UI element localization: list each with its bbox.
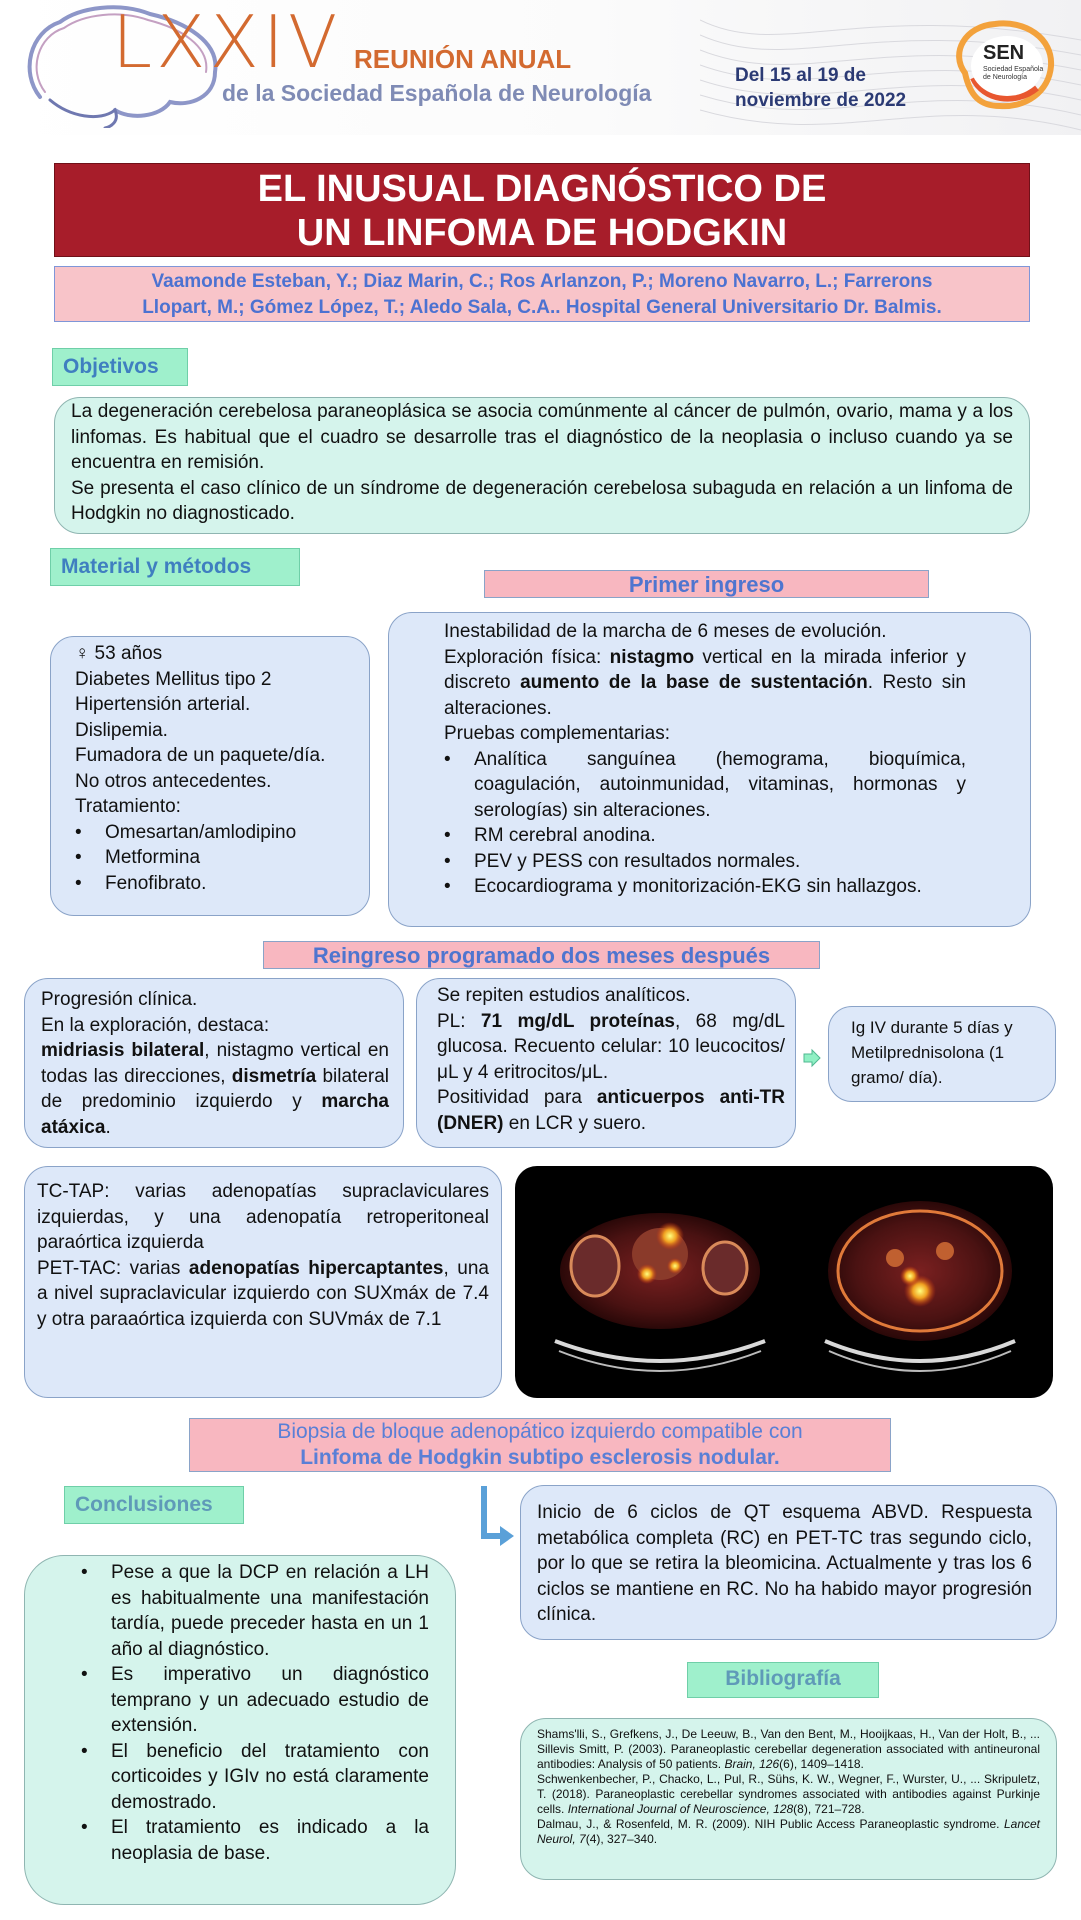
text-run-bold: aumento de la base de sustentación [520,672,868,693]
sen-logo-sub-2: de Neurología [983,74,1027,81]
medication-item: • Metformina [105,845,357,871]
title-line-1: EL INUSUAL DIAGNÓSTICO DE [257,168,827,210]
text-run: Dalmau, J., & Rosenfeld, M. R. (2009). NIH Public Access Paraneoplastic syndrome. [537,1817,1004,1831]
text-run: , 68 mg/dL glucosa. Recuento celular: 10 leucocitos/μL y 4 eritrocitos/μL. [437,1010,785,1083]
reingreso-exploracion-box [24,978,404,1148]
conclusion-item: • Pese a que la DCP en relación a LH es habitualmente una manifestación tardía, puede preceder hasta en un 1 año al diagnóstico. [111,1560,429,1662]
text-run-bold: midriasis bilateral [41,1040,205,1061]
tratamiento-box: Inicio de 6 ciclos de QT esquema ABVD. Respuesta metabólica completa (RC) en PET-TC tras segundo ciclo, por lo que se retira la bleomicina. Actualmente y tras los 6 ciclos se mantiene en RC. No ha habido mayor progresión clínica. [520,1485,1057,1640]
primer-ingreso-line-1: Inestabilidad de la marcha de 6 meses de evolución. [444,621,887,642]
biopsia-line-1: Biopsia de bloque adenopático izquierdo compatible con [277,1420,803,1443]
history-line: Tratamiento: [75,796,181,817]
conclusiones-box [24,1555,456,1905]
poster-title [54,163,1030,257]
pruebas-heading: Pruebas complementarias: [444,723,670,744]
dates-line-1: Del 15 al 19 de [735,65,866,86]
text-run-italic: Lancet Neurol, 7 [537,1817,1040,1846]
analitica-line: Se repiten estudios analíticos. [437,985,691,1006]
text-run-bold: nistagmo [609,646,695,668]
congress-name: REUNIÓN ANUAL [354,44,572,74]
biopsia-line-2: Linfoma de Hodgkin subtipo esclerosis nodular. [300,1446,780,1469]
sen-logo-text: SEN [983,42,1025,64]
pruebas-item: • PEV y PESS con resultados normales. [474,849,966,875]
objetivos-label: Objetivos [52,348,188,386]
sen-logo-sub-1: Sociedad Española [983,66,1044,73]
text-run-italic: International Journal of Neuroscience, 128 [567,1802,794,1816]
congress-dates [735,64,906,113]
reference-item [537,1727,1040,1772]
text-run: Exploración física: [444,646,610,668]
arrow-right-icon [802,1048,822,1068]
text-run-italic: Brain, 126 [724,1757,780,1771]
exploracion-fisica [444,645,966,722]
tratamiento-inicial-box: Ig IV durante 5 días y Metilprednisolona (1 gramo/ día). [828,1006,1056,1102]
text-run: PL: [437,1010,481,1032]
imaging-findings-box [24,1166,502,1398]
authors-line-2: Llopart, M.; Gómez López, T.; Aledo Sala, C.A.. Hospital General Universitario Dr. Balmis. [142,297,942,318]
conclusiones-list [81,1560,429,1866]
reference-item [537,1772,1040,1817]
congress-edition-number: LXXIV [112,0,342,84]
bibliografia-box [520,1718,1057,1880]
text-run: en LCR y suero. [503,1112,647,1134]
text-run: (8), 721–728. [793,1802,865,1816]
reingreso-line: Progresión clínica. [41,989,198,1010]
text-run: vertical en la mirada inferior y discreto [444,646,966,693]
text-run: bilateral de predominio izquierdo y [41,1065,389,1112]
biopsia-box [189,1418,891,1472]
material-metodos-label: Material y métodos [50,548,300,586]
pruebas-item: • Analítica sanguínea (hemograma, bioquímica, coagulación, autoinmunidad, vitaminas, hormonas y serologías) sin alteraciones. [474,747,966,824]
title-line-2: UN LINFOMA DE HODGKIN [296,212,788,254]
reingreso-analitica-box [416,978,796,1148]
text-run: Schwenkenbecher, P., Chacko, L., Pul, R., Sühs, K. W., Wegner, F., Wurster, U., ... Skripuletz, T. (2018). Paraneoplastic cerebellar syndromes associated with antibodies against Purkinje cells. [537,1772,1040,1816]
pet-ct-images [515,1166,1053,1398]
text-run-bold: dismetría [231,1065,317,1087]
sen-logo [945,18,1060,118]
conclusiones-label: Conclusiones [64,1486,244,1524]
text-run-bold: 71 mg/dL proteínas [480,1010,675,1032]
primer-ingreso-label: Primer ingreso [484,570,929,598]
text-run: (4), 327–340. [585,1832,658,1846]
puncion-lumbar [437,1009,785,1086]
history-line: Hipertensión arterial. [75,694,251,715]
pruebas-item: • Ecocardiograma y monitorización-EKG sin hallazgos. [474,874,966,900]
history-line: Dislipemia. [75,719,168,741]
conclusion-item: • El tratamiento es indicado a la neoplasia de base. [111,1815,429,1866]
bibliografia-label: Bibliografía [687,1662,879,1698]
history-line: Fumadora de un paquete/día. [75,745,326,766]
patient-history-box [50,636,370,916]
elbow-arrow-icon [478,1486,518,1552]
authors-line-1: Vaamonde Esteban, Y.; Diaz Marin, C.; Ros Arlanzon, P.; Moreno Navarro, L.; Farrerons [151,271,933,292]
text-run: Shams'lli, S., Grefkens, J., De Leeuw, B., Van den Bent, M., Hooijkaas, H., Van der Holt, B., ... Sillevis Smitt, P. (2003). Paraneoplastic cerebellar degeneration associated with antineuronal antibodies: Analysis of 50 patients. [537,1727,1040,1771]
pet-ct-scan-image [515,1166,1053,1398]
text-run: (6), 1409–1418. [779,1757,864,1771]
text-run: PET-TAC: varias [37,1257,189,1279]
pruebas-item: • RM cerebral anodina. [474,823,966,849]
medication-item: • Fenofibrato. [105,871,357,897]
text-run: . [105,1116,111,1138]
medication-item: • Omesartan/amlodipino [105,820,357,846]
tc-tap-text: TC-TAP: varias adenopatías supraclaviculares izquierdas, y una adenopatía retroperitoneal paraórtica izquierda [37,1181,489,1253]
text-run: , una a nivel supraclavicular izquierdo con SUXmáx de 7.4 y otra paraaórtica izquierda con SUVmáx de 7.1 [37,1257,490,1330]
reingreso-label: Reingreso programado dos meses después [263,941,820,969]
conclusion-item: • El beneficio del tratamiento con corticoides y IGIv no está claramente demostrado. [111,1739,429,1816]
reingreso-findings [41,1038,389,1140]
objetivos-paragraph-2: Se presenta el caso clínico de un síndrome de degeneración cerebelosa subaguda en relación a un linfoma de Hodgkin no diagnosticado. [71,477,1013,524]
authors-box [54,266,1030,322]
pet-tac-text [37,1256,489,1333]
dates-line-2: noviembre de 2022 [735,89,907,111]
objetivos-paragraph-1: La degeneración cerebelosa paraneoplásica se asocia comúnmente al cáncer de pulmón, ovario, mama y a los linfomas. Es habitual que el cuadro se desarrolle tras el diagnóstico de la neoplasia o incluso cuando ya se encuentra en remisión. [71,401,1013,473]
objetivos-box [54,397,1030,534]
history-line: Diabetes Mellitus tipo 2 [75,668,272,690]
reference-item [537,1817,1040,1847]
medication-list [75,820,357,897]
pruebas-list [444,747,966,900]
text-run: , nistagmo vertical en todas las direcciones, [41,1040,389,1087]
society-name: de la Sociedad Española de Neurología [222,80,652,106]
history-line: ♀ 53 años [75,643,163,664]
anticuerpos [437,1085,785,1136]
reingreso-line: En la exploración, destaca: [41,1014,270,1036]
primer-ingreso-box [388,612,1031,927]
history-line: No otros antecedentes. [75,770,272,792]
text-run-bold: adenopatías hipercaptantes [188,1257,444,1279]
text-run: . Resto sin alteraciones. [444,672,966,719]
text-run-bold: anticuerpos anti-TR (DNER) [437,1087,786,1134]
text-run: Positividad para [437,1087,597,1108]
sen-logo-subtitle [983,66,1043,82]
text-run-bold: marcha atáxica [41,1091,389,1138]
conclusion-item: • Es imperativo un diagnóstico temprano y un adecuado estudio de extensión. [111,1662,429,1739]
